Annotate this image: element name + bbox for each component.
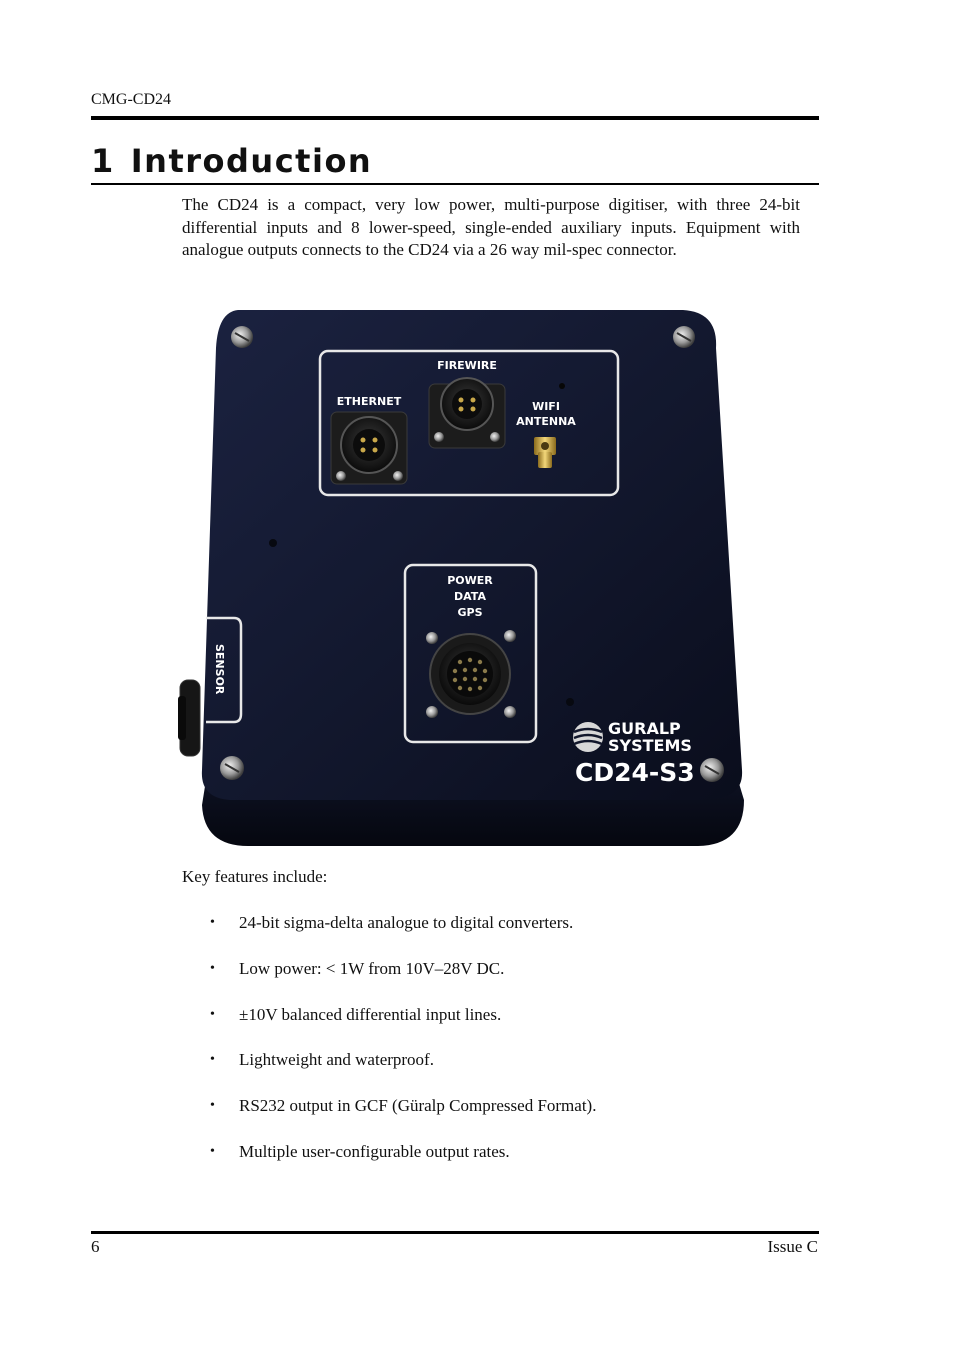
running-header: CMG-CD24 xyxy=(91,91,172,108)
brand-line-2: SYSTEMS xyxy=(608,736,692,755)
model-label: CD24-S3 xyxy=(575,758,695,787)
bullet-icon: • xyxy=(210,961,215,976)
device-photo xyxy=(178,300,752,848)
antenna-label: ANTENNA xyxy=(516,415,576,428)
section-title: Introduction xyxy=(130,142,373,180)
guralp-logo-icon xyxy=(573,722,603,752)
ethernet-label: ETHERNET xyxy=(336,395,402,408)
corner-screw-icon xyxy=(220,756,244,780)
data-label: DATA xyxy=(454,590,486,603)
panel-rivet-icon xyxy=(269,539,277,547)
section-number: 1 xyxy=(91,142,115,180)
led-indicator-icon xyxy=(559,383,565,389)
sensor-label: SENSOR xyxy=(213,644,226,695)
section-heading xyxy=(91,142,372,180)
ethernet-port-icon xyxy=(331,412,407,484)
firewire-port-icon xyxy=(429,378,505,448)
panel-rivet-icon xyxy=(566,698,574,706)
sensor-port-icon xyxy=(178,680,200,756)
corner-screw-icon xyxy=(700,758,724,782)
bullet-icon: • xyxy=(210,1052,215,1067)
wifi-label: WIFI xyxy=(532,400,560,413)
key-features-intro: Key features include: xyxy=(182,867,328,886)
brand-line-1: GURALP xyxy=(608,719,681,738)
heading-rule xyxy=(91,183,819,185)
corner-screw-icon xyxy=(673,326,695,348)
header-rule xyxy=(91,116,819,120)
intro-paragraph: The CD24 is a compact, very low power, multi-purpose digitiser, with three 24-bit differential inputs and 8 lower-speed, single-ended auxiliary inputs. Equipment with analogue outputs connects to the CD24 via a 26 way mil-spec connector. xyxy=(182,195,800,260)
bullet-icon: • xyxy=(210,1144,215,1159)
power-label: POWER xyxy=(447,574,493,587)
bullet-icon: • xyxy=(210,915,215,930)
footer-rule xyxy=(91,1231,819,1234)
issue-label: Issue C xyxy=(767,1237,818,1256)
gps-label: GPS xyxy=(457,606,483,619)
bullet-icon: • xyxy=(210,1098,215,1113)
firewire-label: FIREWIRE xyxy=(437,359,497,372)
page-number: 6 xyxy=(91,1237,100,1256)
corner-screw-icon xyxy=(231,326,253,348)
bullet-icon: • xyxy=(210,1007,215,1022)
